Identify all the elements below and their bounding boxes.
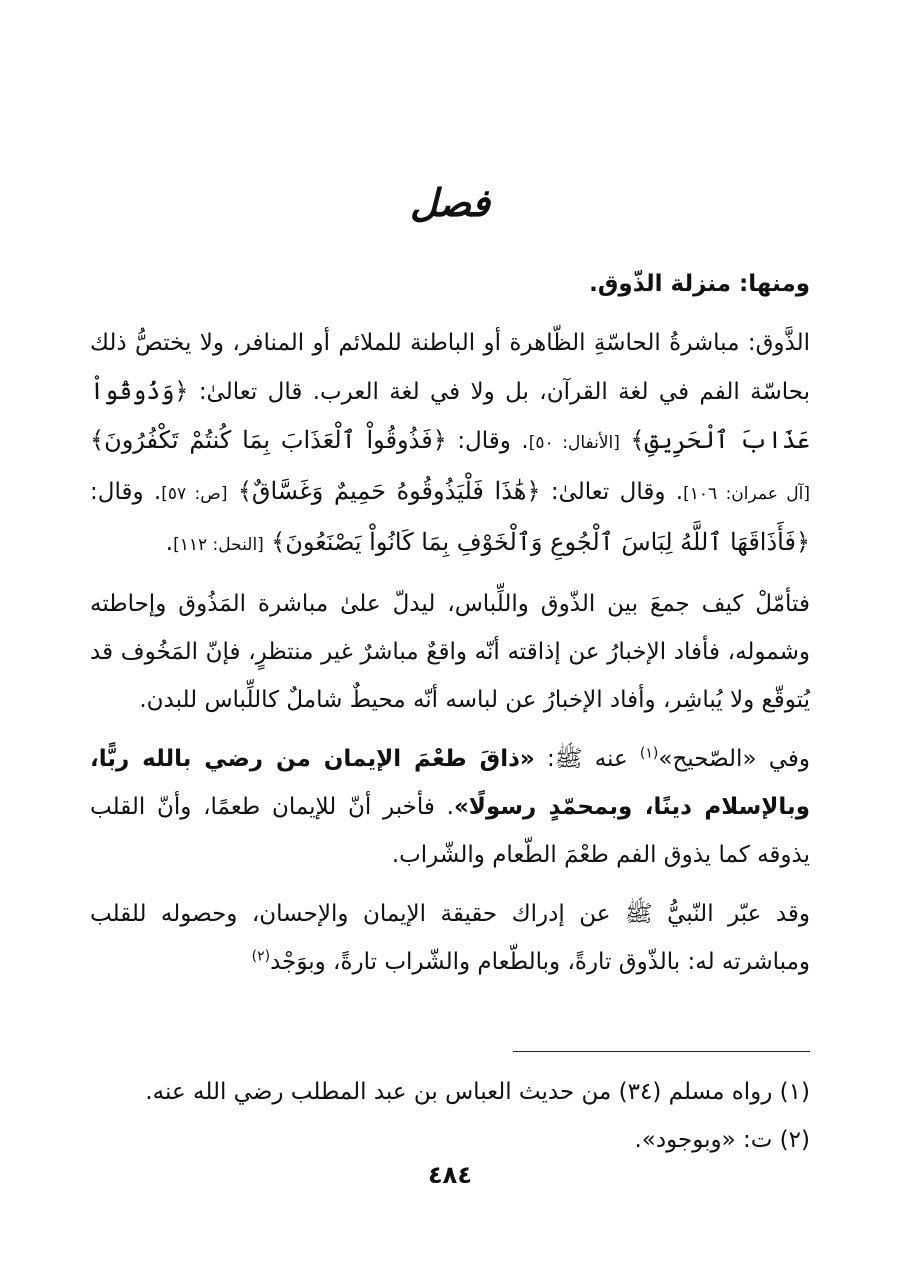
paragraph-text: . وقال تعالىٰ: xyxy=(550,479,684,505)
quran-verse: ﴿وَذُوقُواْ عَذَابَ ٱلْحَرِيقِ﴾ xyxy=(90,377,811,454)
paragraph-text: . وقال: xyxy=(457,428,529,454)
quran-verse: ﴿فَأَذَاقَهَا ٱللَّهُ لِبَاسَ ٱلْجُوعِ وَٱلْخَوْفِ بِمَا كَانُواْ يَصْنَعُونَ﴾ xyxy=(271,528,810,556)
page-number: ٤٨٤ xyxy=(428,1161,472,1189)
footnote-divider xyxy=(513,1051,810,1052)
paragraph-expression xyxy=(90,890,810,986)
paragraph-text: الذَّوق: مباشرةُ الحاسّةِ الظّاهرة أو الباطنة للملائم أو المنافر، ولا يختصُّ ذلك بحاسّة الفم في لغة القرآن، بل ولا في لغة العرب. قال تعالىٰ: xyxy=(90,330,810,405)
quran-verse: ﴿هَٰذَا فَلْيَذُوقُوهُ حَمِيمٌ وَغَسَّاقٌ﴾ xyxy=(237,477,541,505)
footnote-2: (٢) ت: «وبوجود». xyxy=(634,1127,810,1153)
footnotes xyxy=(90,1068,810,1164)
verse-reference: [النحل: ١١٢] xyxy=(173,535,264,555)
paragraph-text: . xyxy=(165,530,174,556)
verse-reference: [آل عمران: ١٠٦] xyxy=(683,484,811,504)
verse-reference: [الأنفال: ٥٠] xyxy=(528,433,620,453)
footnote-marker[interactable]: (٢) xyxy=(251,948,271,965)
paragraph-definition xyxy=(90,319,810,569)
hadith-quote: «ذاقَ طعْمَ الإيمان من رضي بالله ربًّا، وبالإسلام دينًا، وبمحمّدٍ رسولًا» xyxy=(90,746,810,820)
quran-verse: ﴿فَذُوقُواْ ٱلْعَذَابَ بِمَا كُنتُمْ تَكْفُرُونَ﴾ xyxy=(90,426,447,454)
paragraph-reflection: فتأمّلْ كيف جمعَ بين الذّوق واللِّباس، ليدلّ علىٰ مباشرة المَذُوق وإحاطته وشموله، فأفاد الإخبارُ عن إذاقته أنّه واقعٌ مباشرٌ غير منتظرٍ، فإنّ المَخُوف قد يُتوقّع ولا يُباشِر، وأفاد الإخبارُ عن لباسه أنّه محيطٌ شاملٌ كاللِّباس للبدن. xyxy=(90,591,810,713)
paragraph-text: وفي «الصّحيح» xyxy=(658,746,810,772)
paragraph-text: . فأخبر أنّ للإيمان طعمًا، وأنّ القلب يذوقه كما يذوق الفم طعْمَ الطّعام والشّراب. xyxy=(90,794,810,868)
footnote-1: (١) رواه مسلم (٣٤) من حديث العباس بن عبد المطلب رضي الله عنه. xyxy=(145,1079,810,1105)
paragraph-text: عنه ﷺ: xyxy=(534,746,640,772)
paragraph-text: . وقال: xyxy=(90,479,162,505)
paragraph-text: وقد عبّر النّبيُّ ﷺ عن إدراك حقيقة الإيمان والإحسان، وحصوله للقلب ومباشرته له: بالذّوق تارةً، وبالطّعام والشّراب تارةً، وبوَجْد xyxy=(90,901,810,975)
footnote-marker[interactable]: (١) xyxy=(639,745,659,762)
main-text xyxy=(90,168,810,997)
paragraph-hadith xyxy=(90,735,810,879)
section-heading-line: ومنها: منزلة الذّوق. xyxy=(589,271,810,297)
verse-reference: [ص: ٥٧] xyxy=(161,484,228,504)
section-title: فصل xyxy=(410,180,490,225)
